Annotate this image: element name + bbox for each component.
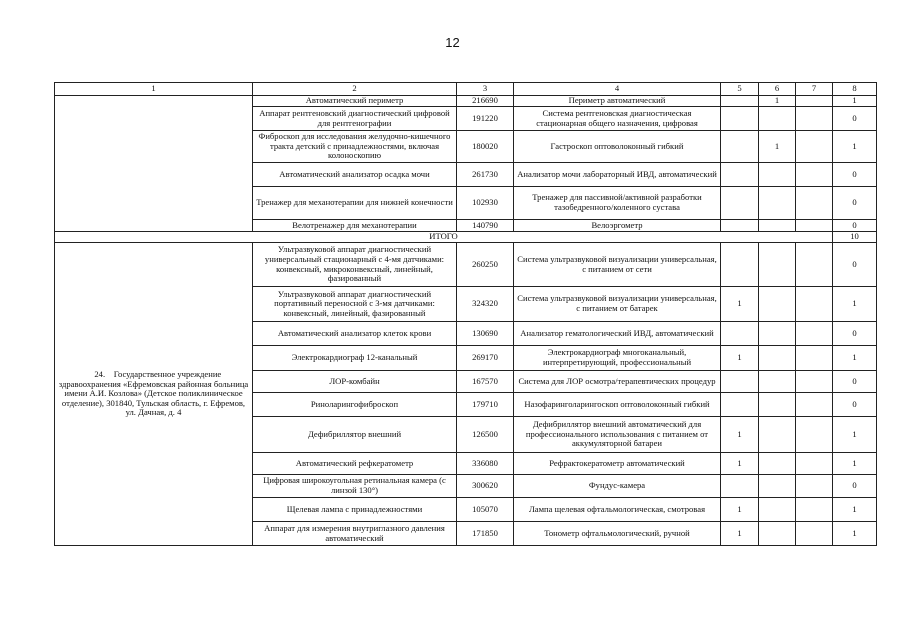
col5-value: 1 <box>721 453 759 475</box>
equipment-analog: Анализатор гематологический ИВД, автоматический <box>514 322 721 346</box>
col5-value <box>721 163 759 187</box>
header-cell: 6 <box>759 83 796 96</box>
col8-value: 1 <box>833 346 877 371</box>
equipment-analog: Назофаринголарингоскоп оптоволоконный гибкий <box>514 393 721 417</box>
col7-value <box>796 243 833 287</box>
col8-value: 1 <box>833 417 877 453</box>
equipment-name: Электрокардиограф 12-канальный <box>253 346 457 371</box>
equipment-analog: Гастроскоп оптоволоконный гибкий <box>514 131 721 163</box>
col5-value <box>721 187 759 220</box>
col6-value <box>759 371 796 393</box>
col7-value <box>796 107 833 131</box>
col7-value <box>796 287 833 322</box>
col6-value <box>759 417 796 453</box>
equipment-analog: Рефрактокератометр автоматический <box>514 453 721 475</box>
col6-value <box>759 163 796 187</box>
col7-value <box>796 187 833 220</box>
equipment-name: Фиброскоп для исследования желудочно-кишечного тракта детский с принадлежностями, включая колоноскопию <box>253 131 457 163</box>
col6-value <box>759 346 796 371</box>
col8-value: 1 <box>833 131 877 163</box>
equipment-name: Цифровая широкоугольная ретинальная камера (с линзой 130°) <box>253 475 457 498</box>
col5-value: 1 <box>721 498 759 522</box>
col7-value <box>796 393 833 417</box>
equipment-code: 167570 <box>457 371 514 393</box>
equipment-code: 216690 <box>457 96 514 107</box>
col7-value <box>796 96 833 107</box>
col8-value: 0 <box>833 107 877 131</box>
col8-value: 0 <box>833 371 877 393</box>
equipment-analog: Периметр автоматический <box>514 96 721 107</box>
itogo-row <box>55 232 877 243</box>
equipment-name: Автоматический анализатор клеток крови <box>253 322 457 346</box>
equipment-code: 191220 <box>457 107 514 131</box>
col6-value <box>759 287 796 322</box>
col8-value: 0 <box>833 163 877 187</box>
equipment-code: 126500 <box>457 417 514 453</box>
header-cell: 7 <box>796 83 833 96</box>
equipment-code: 260250 <box>457 243 514 287</box>
col5-value <box>721 322 759 346</box>
equipment-analog: Система для ЛОР осмотра/терапевтических процедур <box>514 371 721 393</box>
col5-value <box>721 393 759 417</box>
col8-value: 0 <box>833 475 877 498</box>
equipment-name: Ультразвуковой аппарат диагностический портативный переносной с 3-мя датчиками: конвексный, линейный, фазированный <box>253 287 457 322</box>
col7-value <box>796 163 833 187</box>
equipment-name: Тренажер для механотерапии для нижней конечности <box>253 187 457 220</box>
equipment-name: Дефибриллятор внешний <box>253 417 457 453</box>
col5-value: 1 <box>721 417 759 453</box>
col7-value <box>796 498 833 522</box>
header-row <box>55 83 877 96</box>
col7-value <box>796 131 833 163</box>
equipment-analog: Лампа щелевая офтальмологическая, смотровая <box>514 498 721 522</box>
col8-value: 0 <box>833 243 877 287</box>
col5-value: 1 <box>721 522 759 546</box>
header-cell: 8 <box>833 83 877 96</box>
col8-value: 0 <box>833 220 877 232</box>
col8-value: 1 <box>833 498 877 522</box>
equipment-analog: Анализатор мочи лабораторный ИВД, автоматический <box>514 163 721 187</box>
itogo-label: ИТОГО <box>55 232 833 243</box>
header-cell: 4 <box>514 83 721 96</box>
header-cell: 5 <box>721 83 759 96</box>
equipment-analog: Тренажер для пассивной/активной разработки тазобедренного/коленного сустава <box>514 187 721 220</box>
equipment-code: 269170 <box>457 346 514 371</box>
col5-value: 1 <box>721 287 759 322</box>
equipment-table <box>54 82 877 546</box>
col5-value <box>721 107 759 131</box>
col8-value: 1 <box>833 453 877 475</box>
table-row <box>55 243 877 287</box>
col6-value <box>759 220 796 232</box>
col6-value <box>759 107 796 131</box>
equipment-code: 336080 <box>457 453 514 475</box>
col6-value <box>759 498 796 522</box>
col8-value: 1 <box>833 287 877 322</box>
col8-value: 0 <box>833 187 877 220</box>
col7-value <box>796 371 833 393</box>
equipment-name: Риноларингофиброскоп <box>253 393 457 417</box>
equipment-code: 105070 <box>457 498 514 522</box>
col5-value <box>721 96 759 107</box>
col8-value: 0 <box>833 322 877 346</box>
col7-value <box>796 346 833 371</box>
equipment-code: 324320 <box>457 287 514 322</box>
header-cell: 1 <box>55 83 253 96</box>
col6-value <box>759 453 796 475</box>
org-description: Государственное учреждение здравоохранения «Ефремовская районная больница имени А.И. Козлова» (Детское поликлиническое отделение), 301840, Тульская область, г. Ефремов, ул. Дачная, д. 4 <box>58 369 249 418</box>
col6-value <box>759 475 796 498</box>
col5-value: 1 <box>721 346 759 371</box>
equipment-name: Аппарат рентгеновский диагностический цифровой для рентгенографии <box>253 107 457 131</box>
itogo-total: 10 <box>833 232 877 243</box>
equipment-code: 102930 <box>457 187 514 220</box>
equipment-code: 300620 <box>457 475 514 498</box>
equipment-analog: Дефибриллятор внешний автоматический для профессионального использования с питанием от аккумуляторной батареи <box>514 417 721 453</box>
equipment-code: 171850 <box>457 522 514 546</box>
col5-value <box>721 371 759 393</box>
equipment-name: Ультразвуковой аппарат диагностический универсальный стационарный с 4-мя датчиками: конвексный, микроконвексный, линейный, фазированный <box>253 243 457 287</box>
col5-value <box>721 131 759 163</box>
col7-value <box>796 220 833 232</box>
org-cell <box>55 243 253 546</box>
equipment-name: Щелевая лампа с принадлежностями <box>253 498 457 522</box>
col8-value: 1 <box>833 522 877 546</box>
equipment-analog: Система ультразвуковой визуализации универсальная, с питанием от сети <box>514 243 721 287</box>
col5-value <box>721 475 759 498</box>
equipment-name: Аппарат для измерения внутриглазного давления автоматический <box>253 522 457 546</box>
equipment-code: 140790 <box>457 220 514 232</box>
col7-value <box>796 522 833 546</box>
col5-value <box>721 243 759 287</box>
equipment-analog: Фундус-камера <box>514 475 721 498</box>
col6-value <box>759 322 796 346</box>
org-cell-empty <box>55 96 253 232</box>
col6-value: 1 <box>759 96 796 107</box>
col6-value <box>759 243 796 287</box>
col6-value: 1 <box>759 131 796 163</box>
equipment-name: ЛОР-комбайн <box>253 371 457 393</box>
equipment-analog: Велоэргометр <box>514 220 721 232</box>
equipment-analog: Система ультразвуковой визуализации универсальная, с питанием от батарек <box>514 287 721 322</box>
col7-value <box>796 322 833 346</box>
equipment-code: 261730 <box>457 163 514 187</box>
equipment-analog: Тонометр офтальмологический, ручной <box>514 522 721 546</box>
col7-value <box>796 453 833 475</box>
col7-value <box>796 475 833 498</box>
col6-value <box>759 187 796 220</box>
equipment-analog: Электрокардиограф многоканальный, интерпретирующий, профессиональный <box>514 346 721 371</box>
page-number: 12 <box>445 35 460 50</box>
table-row <box>55 96 877 107</box>
equipment-analog: Система рентгеновская диагностическая стационарная общего назначения, цифровая <box>514 107 721 131</box>
equipment-name: Автоматический периметр <box>253 96 457 107</box>
equipment-code: 130690 <box>457 322 514 346</box>
col8-value: 0 <box>833 393 877 417</box>
header-cell: 2 <box>253 83 457 96</box>
col6-value <box>759 522 796 546</box>
equipment-name: Автоматический анализатор осадка мочи <box>253 163 457 187</box>
org-number: 24. <box>94 369 106 380</box>
header-cell: 3 <box>457 83 514 96</box>
col6-value <box>759 393 796 417</box>
equipment-name: Автоматический рефкератометр <box>253 453 457 475</box>
col8-value: 1 <box>833 96 877 107</box>
equipment-name: Велотренажер для механотерапии <box>253 220 457 232</box>
equipment-code: 179710 <box>457 393 514 417</box>
col5-value <box>721 220 759 232</box>
equipment-code: 180020 <box>457 131 514 163</box>
col7-value <box>796 417 833 453</box>
